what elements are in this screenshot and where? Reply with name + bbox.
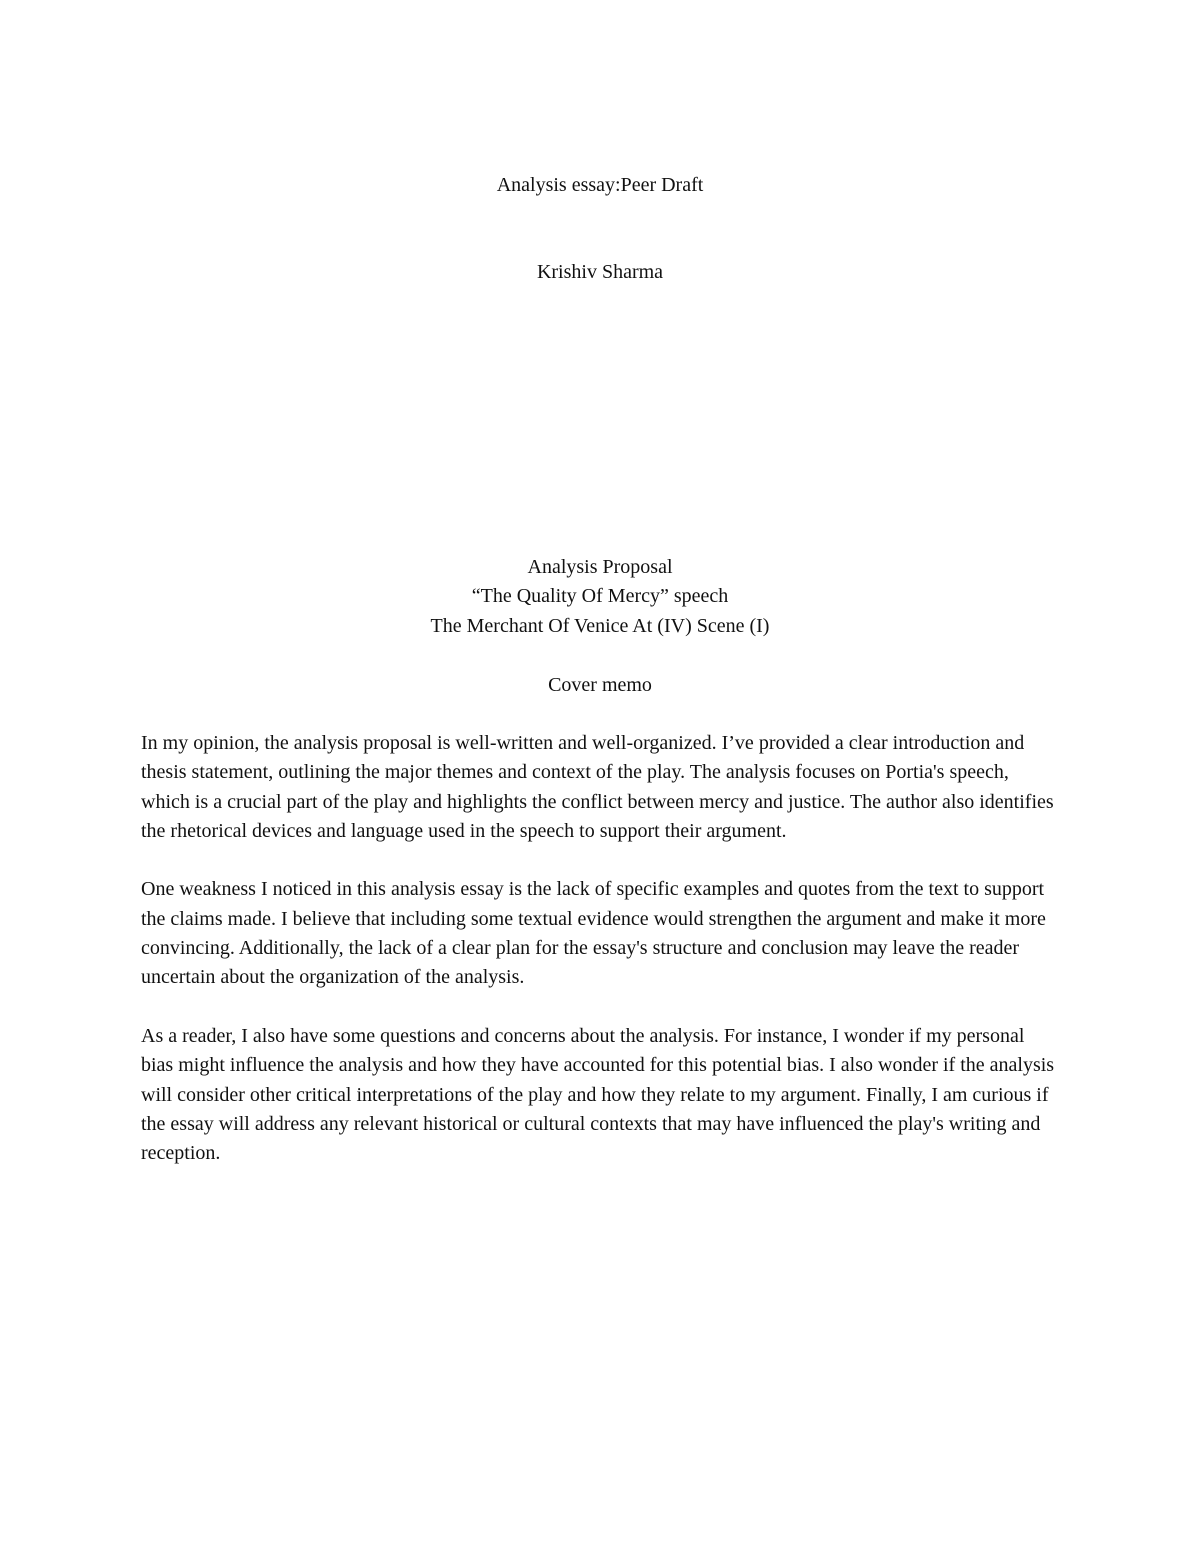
paragraph-3: As a reader, I also have some questions and concerns about the analysis. For instance, I wonder if my personal bias might influence the analysis and how they have accounted for this potential bias. I also wonder if the analysis will consider other critical interpretations of the play and how they relate to my argument. Finally, I am curious if the essay will address any relevant historical or cultural contexts that may have influenced the play's writing and reception.	[141, 1024, 1055, 1165]
play-reference: The Merchant Of Venice At (IV) Scene (I)	[430, 614, 770, 637]
memo-body	[141, 729, 1059, 1198]
proposal-heading-block	[0, 553, 1200, 641]
speech-title: “The Quality Of Mercy” speech	[471, 585, 729, 608]
memo-heading: Cover memo	[548, 674, 652, 696]
paragraph-2: One weakness I noticed in this analysis essay is the lack of specific examples and quotes from the text to support the claims made. I believe that including some textual evidence would strengthen the argument and make it more convincing. Additionally, the lack of a clear plan for the essay's structure and conclusion may leave the reader uncertain about the organization of the analysis.	[141, 878, 1046, 989]
paragraph-1: In my opinion, the analysis proposal is well-written and well-organized. I’ve provided a clear introduction and thesis statement, outlining the major themes and context of the play. The analysis focuses on Portia's speech, which is a crucial part of the play and highlights the conflict between mercy and justice. The author also identifies the rhetorical devices and language used in the speech to support their argument.	[141, 732, 1054, 842]
document-title: Analysis essay:Peer Draft	[496, 174, 704, 196]
proposal-heading: Analysis Proposal	[527, 556, 673, 578]
author-name: Krishiv Sharma	[536, 261, 664, 283]
